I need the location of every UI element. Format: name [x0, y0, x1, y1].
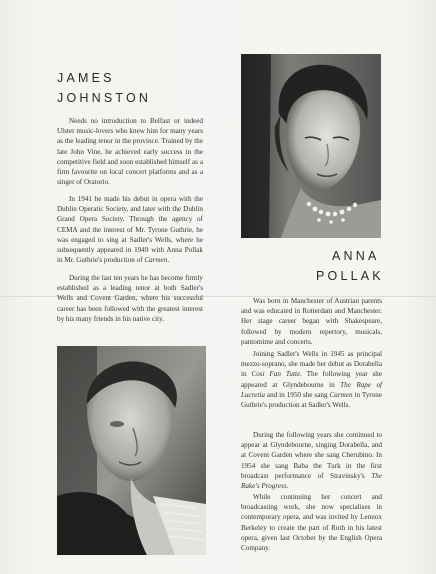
johnston-bio-para-3: During the last ten years he has become firmly established as a leading tenor at both Sadler's Wells and Covent Garden, where his successful career has been followed with the greatest interest by his many friends in his native city.	[57, 274, 203, 323]
pollak-bio-para-4: While continuing her concert and broadcasting work, she now specialises in contemporary opera, and was invited by Lennox Berkeley to create the part of Ruth in his latest opera, given last October by the English Opera Company.	[241, 493, 382, 553]
name-anna-line1: ANNA	[332, 249, 380, 263]
johnston-bio-para-2: In 1941 he made his debut in opera with the Dublin Operatic Society, and later with the Dublin Grand Opera Society. Through the agency of CEMA and the interest of Mr. Tyrone Guthrie, he was engaged to sing at Sadler's Wells, where he subsequently appeared in 1949 with Anna Pollak in Mr. Guthrie's production of Carmen.	[57, 195, 203, 265]
pollak-bio-para-3: During the following years she continued to appear at Glyndebourne, singing Dorabella, and at Covent Garden where she sang Cherubino. In 1954 she sang Baba the Turk in the first broadcast performance of Stravinsky's The Rake's Progress.	[241, 431, 382, 491]
photo-anna-pollak	[241, 54, 381, 238]
photo-james-johnston	[57, 346, 206, 555]
pollak-bio-para-2: Joining Sadler's Wells in 1945 as principal mezzo-soprano, she made her debut as Dorabella in Cosi Fan Tutte. The following year she appeared at Glyndebourne in The Rape of Lucretia and in 1950 she sang Carmen in Tyrone Guthrie's production at Sadler's Wells.	[241, 350, 383, 410]
pollak-bio-para-1: Was born in Manchester of Austrian parents and was educated in Rotterdam and Manchester. Her stage career began with Shakespeare, followed by modern repertory, musicals, pantomime and concerts.	[241, 297, 382, 346]
name-johnston-line2: JOHNSTON	[57, 91, 152, 105]
name-james-line1: JAMES	[57, 71, 115, 85]
johnston-bio-para-1: Needs no introduction to Belfast or indeed Ulster music-lovers who knew him for many years as the leading tenor in the province. Trained by the late John Vine, he achieved early success in the competitive field and soon established himself as a firm favourite on local concert platforms and as a singer of Oratorio.	[57, 117, 203, 187]
name-pollak-line2: POLLAK	[316, 269, 384, 283]
